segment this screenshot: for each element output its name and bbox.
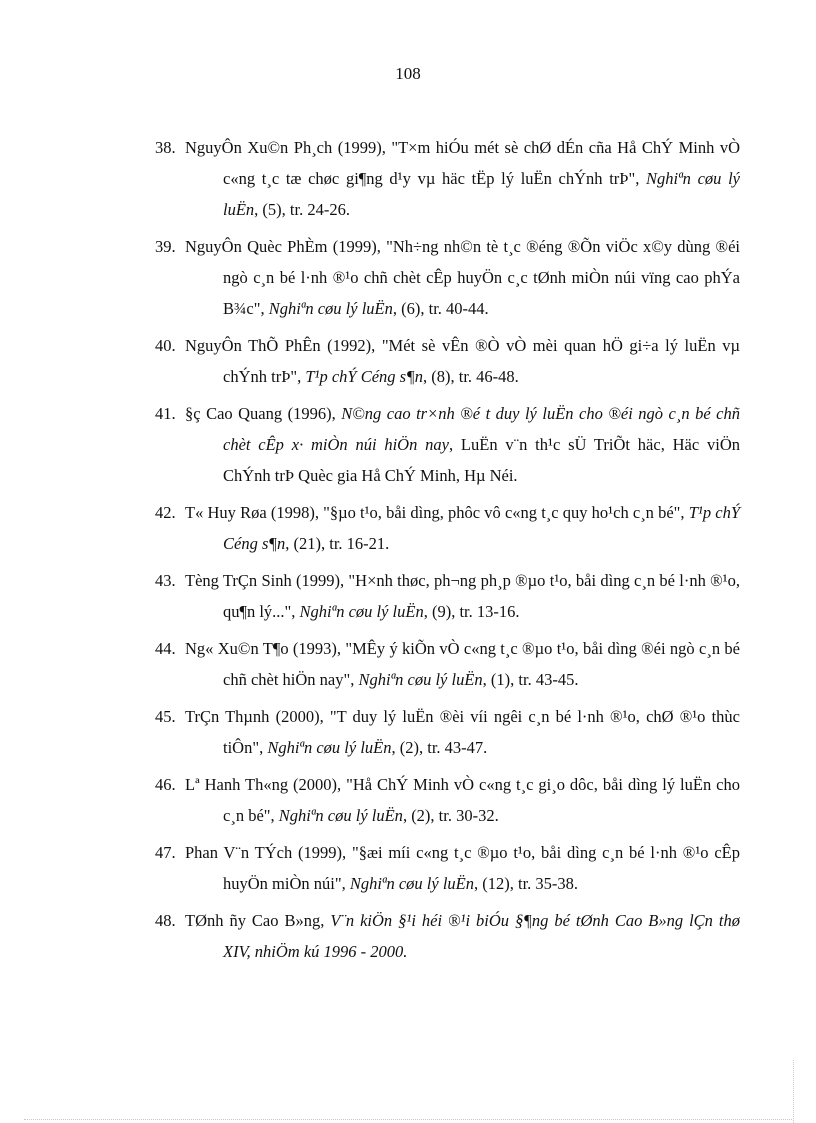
reference-number: 42. [155, 503, 176, 522]
reference-source-title: Nghiªn cøu lý luËn [358, 670, 483, 689]
reference-source-title: T¹p chÝ Céng s¶n [305, 367, 423, 386]
reference-source-title: V¨n kiÖn §¹i héi ®¹i biÓu §¶ng bé tØnh Cao B»ng lÇn thø XIV, nhiÖm kú 1996 - 2000. [223, 911, 740, 961]
reference-item [155, 231, 740, 324]
reference-text: TØnh ñy Cao B»ng, [185, 911, 331, 930]
reference-list [155, 132, 740, 973]
reference-text: , (8), tr. 46-48. [423, 367, 519, 386]
reference-item [155, 837, 740, 899]
reference-text: , (6), tr. 40-44. [392, 299, 489, 318]
reference-text: Ng« Xu©n T¶o (1993), "MÊy ý kiÕn vÒ c«ng t¸c ®µo t¹o, båi dìng ®éi ngò c¸n bé chñ chèt hiÖn nay", [185, 639, 740, 689]
reference-text: , LuËn v¨n th¹c sÜ TriÕt häc, Häc viÖn ChÝnh trÞ Quèc gia Hå ChÝ Minh, Hµ Néi. [223, 435, 740, 485]
reference-number: 39. [155, 237, 176, 256]
reference-item [155, 769, 740, 831]
reference-text: , (2), tr. 43-47. [391, 738, 488, 757]
reference-text: Tèng TrÇn Sinh (1999), "H×nh thøc, ph¬ng ph¸p ®µo t¹o, båi dìng c¸n bé l·nh ®¹o, qu¶n lý...", [185, 571, 740, 621]
reference-source-title: Nghiªn cøu lý luËn [268, 299, 393, 318]
reference-number: 45. [155, 707, 176, 726]
reference-text: , (2), tr. 30-32. [402, 806, 499, 825]
reference-number: 47. [155, 843, 176, 862]
reference-item [155, 701, 740, 763]
reference-number: 48. [155, 911, 176, 930]
reference-text: Lª Hanh Th«ng (2000), "Hå ChÝ Minh vÒ c«ng t¸c gi¸o dôc, båi dìng lý luËn cho c¸n bé", [185, 775, 740, 825]
reference-number: 46. [155, 775, 176, 794]
reference-source-title: Nghiªn cøu lý luËn [278, 806, 403, 825]
reference-text: TrÇn Thµnh (2000), "T duy lý luËn ®èi víi ngêi c¸n bé l·nh ®¹o, chØ ®¹o thùc tiÔn", [185, 707, 740, 757]
reference-text: , (9), tr. 13-16. [423, 602, 520, 621]
reference-item [155, 132, 740, 225]
reference-item [155, 497, 740, 559]
reference-item [155, 633, 740, 695]
page-border-right [793, 1060, 794, 1123]
reference-text: NguyÔn ThÕ PhÊn (1992), "Mét sè vÊn ®Ò vÒ mèi quan hÖ gi÷a lý luËn vµ chÝnh trÞ", [185, 336, 740, 386]
reference-item [155, 330, 740, 392]
reference-text: , (1), tr. 43-45. [482, 670, 579, 689]
reference-source-title: Nghiªn cøu lý luËn [299, 602, 424, 621]
reference-number: 44. [155, 639, 176, 658]
reference-text: T« Huy Røa (1998), "§µo t¹o, båi dìng, phôc vô c«ng t¸c quy ho¹ch c¸n bé", [185, 503, 689, 522]
page-border-bottom [24, 1119, 792, 1120]
reference-text: Phan V¨n TÝch (1999), "§æi míi c«ng t¸c ®µo t¹o, båi dìng c¸n bé l·nh ®¹o cÊp huyÖn miÒn núi", [185, 843, 740, 893]
reference-text: , (12), tr. 35-38. [474, 874, 579, 893]
reference-source-title: T¹p chÝ Céng s¶n [223, 503, 740, 553]
reference-source-title: Nghiªn cøu lý luËn [349, 874, 474, 893]
reference-item [155, 905, 740, 967]
reference-text: NguyÔn Xu©n Ph¸ch (1999), "T×m hiÓu mét sè chØ dÉn cña Hå ChÝ Minh vÒ c«ng t¸c tæ chøc gi¶ng d¹y vµ häc tËp lý luËn chÝnh trÞ", [185, 138, 740, 188]
reference-number: 40. [155, 336, 176, 355]
reference-text: §ç Cao Quang (1996), [185, 404, 342, 423]
reference-number: 41. [155, 404, 176, 423]
reference-source-title: Nghiªn cøu lý luËn [223, 169, 741, 219]
reference-item [155, 398, 740, 491]
reference-source-title: N©ng cao tr×nh ®é t duy lý luËn cho ®éi ngò c¸n bé chñ chèt cÊp x· miÒn núi hiÖn nay [223, 404, 740, 454]
reference-number: 43. [155, 571, 176, 590]
reference-number: 38. [155, 138, 176, 157]
reference-text: , (21), tr. 16-21. [285, 534, 390, 553]
page-number: 108 [395, 64, 421, 83]
reference-text: , (5), tr. 24-26. [254, 200, 350, 219]
reference-source-title: Nghiªn cøu lý luËn [267, 738, 392, 757]
reference-item [155, 565, 740, 627]
reference-text: NguyÔn Quèc PhÈm (1999), "Nh÷ng nh©n tè t¸c ®éng ®Õn viÖc x©y dùng ®éi ngò c¸n bé l·nh ®¹o chñ chèt cÊp huyÖn c¸c tØnh miÒn núi vïng cao phÝa B¾c", [185, 237, 740, 318]
